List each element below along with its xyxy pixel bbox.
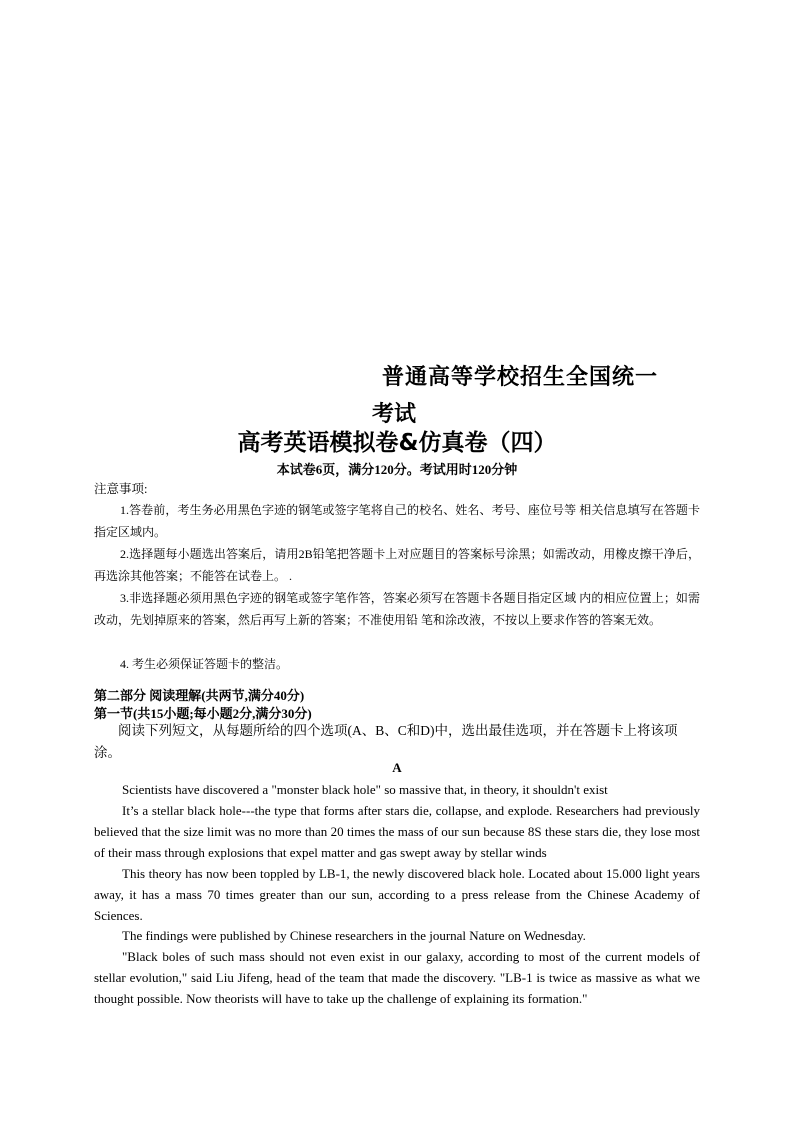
paper-title: 高考英语模拟卷&仿真卷（四） <box>237 430 557 456</box>
passage-paragraph-1: Scientists have discovered a "monster black hole" so massive that, in theory, it shouldn't exist <box>122 782 608 797</box>
exam-title-line1: 普通高等学校招生全国统一 <box>382 364 659 389</box>
exam-title-line2: 考试 <box>372 401 417 426</box>
passage-paragraph-2: It’s a stellar black hole---the type that forms after stars die, collapse, and explode. Researchers had previously believed that the size limit was no more than 20 times the mass of our sun because 8S these stars die, they lose most of their mass through explosions that expel matter and gas swept away by stellar winds <box>94 803 700 860</box>
notice-item-2: 2.选择题每小题选出答案后，请用2B铅笔把答题卡上对应题目的答案标号涂黑；如需改动，用橡皮擦干净后，再选涂其他答案；不能答在试卷上。 . <box>94 547 700 583</box>
notice-item-4: 4. 考生必须保证答题卡的整洁。 <box>120 657 289 671</box>
notice-item-3: 3.非选择题必须用黑色字迹的钢笔或签字笔作答，答案必须写在答题卡各题目指定区域 内的相应位置上；如需改动，先划掉原来的答案，然后再写上新的答案；不准使用铅 笔和涂改液，不按以上要求作答的答案无效。 <box>94 591 700 627</box>
exam-info: 本试卷6页，满分120分。考试用时120分钟 <box>276 462 518 477</box>
notice-heading: 注意事项: <box>94 482 148 496</box>
passage-label: A <box>392 760 402 775</box>
passage-paragraph-5: "Black boles of such mass should not even exist in our galaxy, according to most of the current models of stellar evolution," said Liu Jifeng, head of the team that made the discovery. "LB-1 is twice as massive as what we thought possible. Now theorists will have to take up the challenge of explaining its formation." <box>94 949 700 1006</box>
passage-paragraph-3: This theory has now been toppled by LB-1, the newly discovered black hole. Located about 15.000 light years away, it has a mass 70 times greater than our sun, according to a press release from the Chinese Academy of Sciences. <box>94 866 700 923</box>
section-heading: 第一节(共15小题;每小题2分,满分30分) <box>94 706 312 721</box>
passage-paragraph-4: The findings were published by Chinese researchers in the journal Nature on Wednesday. <box>122 928 586 943</box>
reading-instruction: 阅读下列短文，从每题所给的四个选项(A、B、C和D)中，选出最佳选项，并在答题卡上将该项涂。 <box>94 723 678 760</box>
notice-item-1: 1.答卷前，考生务必用黑色字迹的钢笔或签字笔将自己的校名、姓名、考号、座位号等 相关信息填写在答题卡指定区域内。 <box>94 503 700 539</box>
part-heading: 第二部分 阅读理解(共两节,满分40分) <box>94 688 305 703</box>
